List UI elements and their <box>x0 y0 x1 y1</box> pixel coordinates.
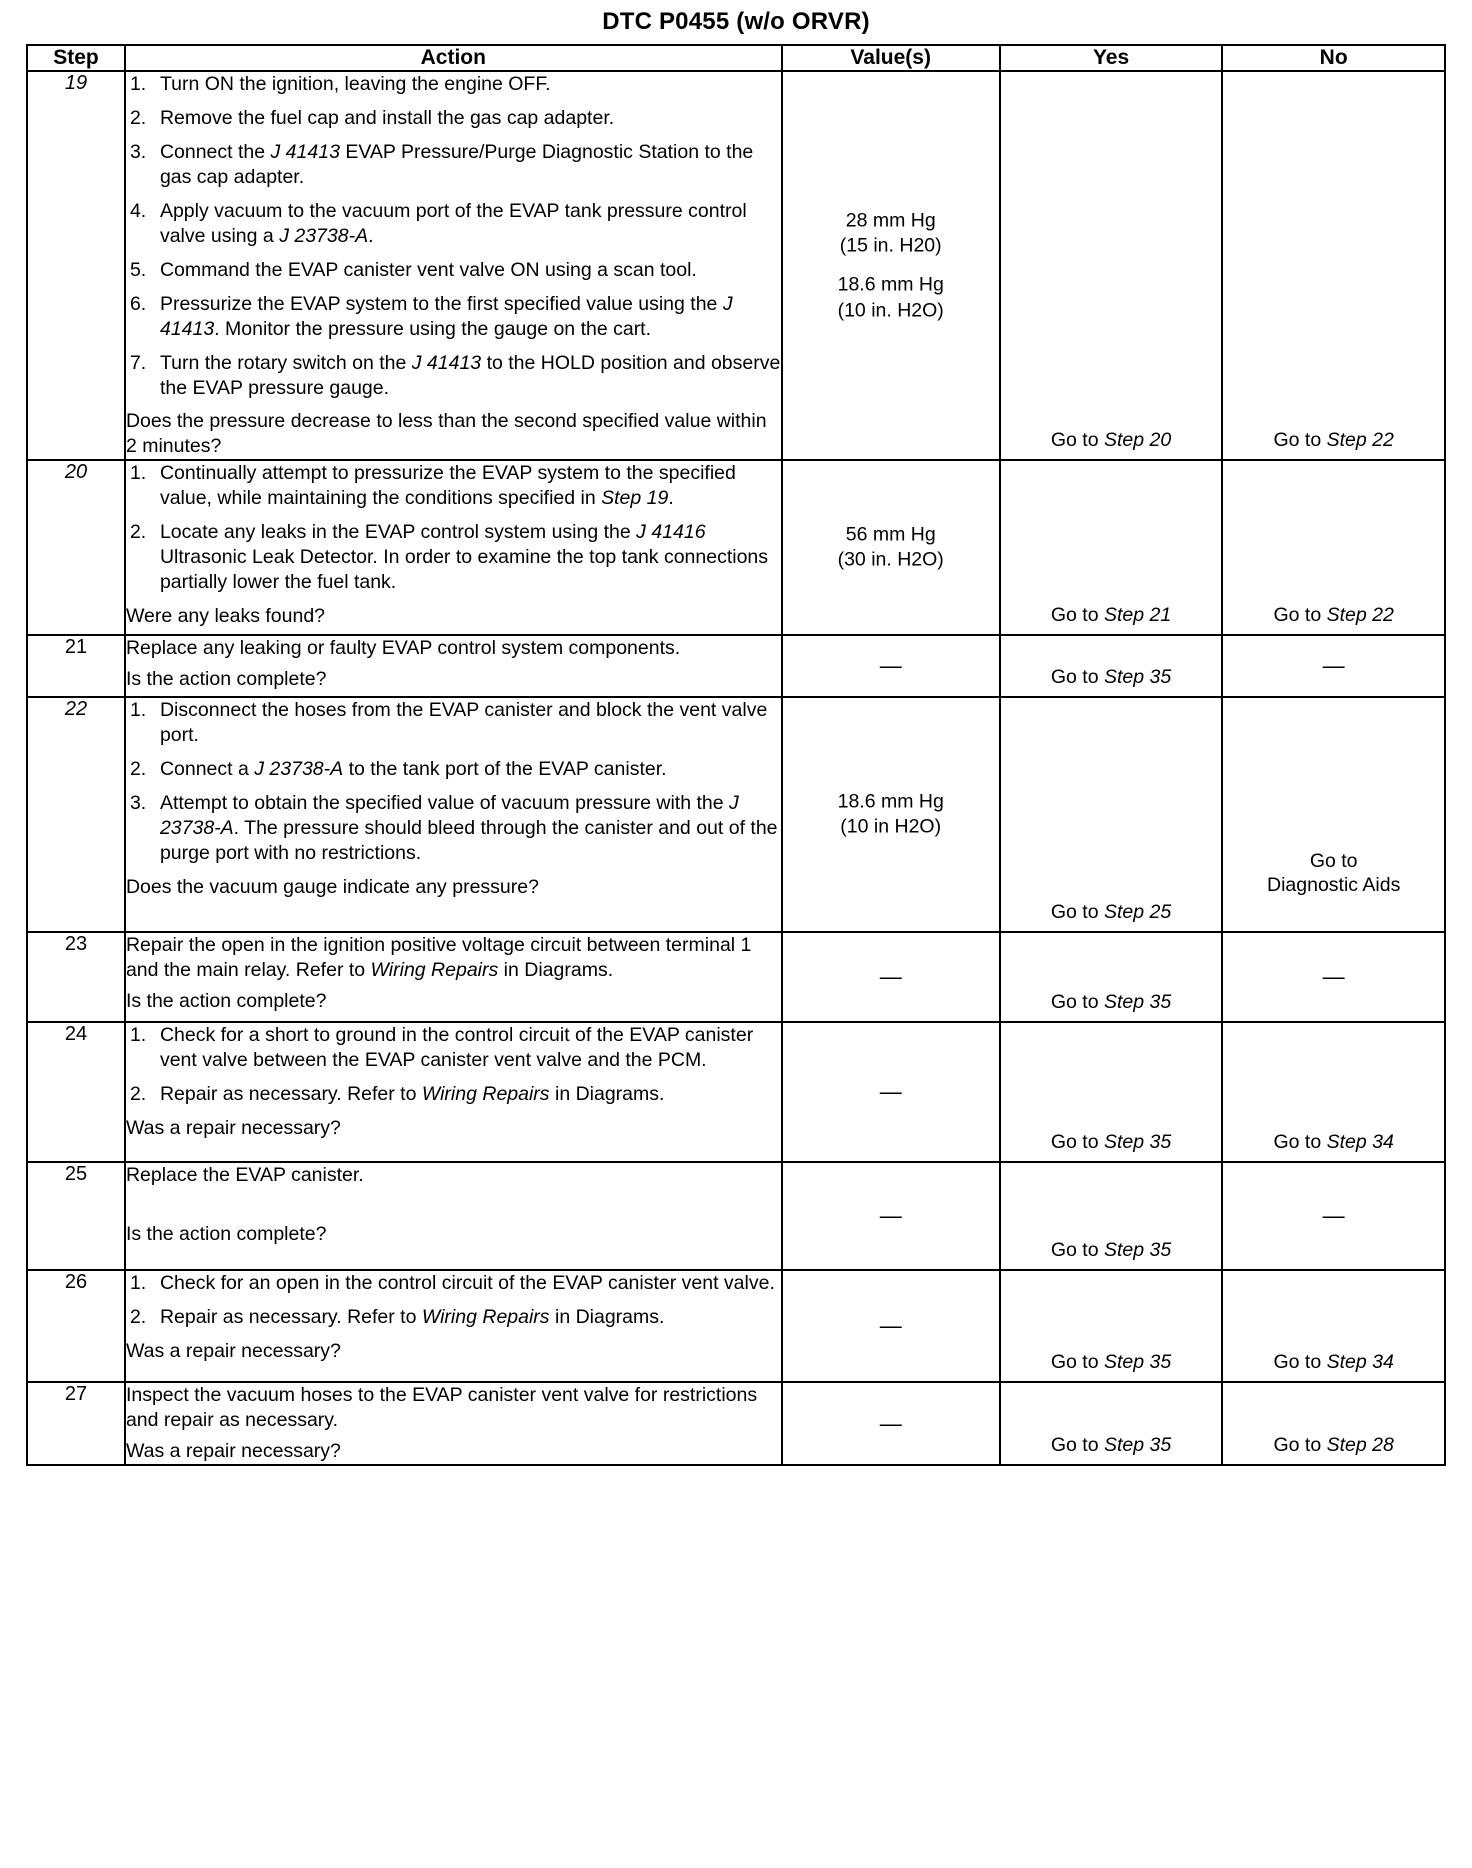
yes-cell <box>1000 697 1223 932</box>
no-cell <box>1222 1382 1445 1465</box>
no-cell <box>1222 697 1445 932</box>
action-cell <box>125 1270 782 1382</box>
value-cell <box>782 697 1000 932</box>
value-cell <box>782 635 1000 697</box>
action-cell <box>125 460 782 635</box>
action-list <box>126 698 781 866</box>
action-list-item: 2. Locate any leaks in the EVAP control system using the J 41416 Ultrasonic Leak Detector. In order to examine the top tank connections partially lower the fuel tank. <box>129 521 769 594</box>
no-cell <box>1222 932 1445 1022</box>
action-list-item: 2. Connect a J 23738-A to the tank port of the EVAP canister. <box>129 758 667 781</box>
step-number: 27 <box>27 1382 125 1465</box>
value-cell <box>782 1382 1000 1465</box>
value-cell <box>782 1162 1000 1270</box>
action-text: Repair the open in the ignition positive voltage circuit between terminal 1 and the main relay. Refer to Wiring Repairs in Diagrams. <box>125 934 752 982</box>
action-list-item: 2. Repair as necessary. Refer to Wiring Repairs in Diagrams. <box>129 1083 665 1106</box>
no-cell <box>1222 460 1445 635</box>
value-text: — <box>879 653 902 679</box>
table-row <box>27 1022 1445 1162</box>
table-row <box>27 932 1445 1022</box>
action-question: Does the pressure decrease to less than the second specified value within 2 minutes? <box>125 410 767 458</box>
action-cell <box>125 71 782 460</box>
table-row <box>27 460 1445 635</box>
table-row <box>27 697 1445 932</box>
yes-cell <box>1000 932 1223 1022</box>
action-question: Is the action complete? <box>125 990 327 1013</box>
value-text: 56 mm Hg (30 in. H2O) <box>837 523 944 571</box>
header-row <box>27 45 1445 71</box>
diagnostic-table <box>26 44 1446 1466</box>
no-text: — <box>1322 964 1345 990</box>
no-cell <box>1222 1162 1445 1270</box>
column-header-yes: Yes <box>1000 45 1223 71</box>
page-title: DTC P0455 (w/o ORVR) <box>602 8 870 35</box>
action-question: Is the action complete? <box>125 1223 327 1246</box>
action-list-item: 2. Remove the fuel cap and install the gas cap adapter. <box>129 106 615 129</box>
step-number: 24 <box>27 1022 125 1162</box>
yes-text: Go to Step 20 <box>1050 429 1172 452</box>
action-list-item: 7. Turn the rotary switch on the J 41413 to the HOLD position and observe the EVAP pressure gauge. <box>129 351 781 399</box>
action-list-item: 1. Check for an open in the control circuit of the EVAP canister vent valve. <box>129 1272 775 1295</box>
no-cell <box>1222 635 1445 697</box>
no-cell <box>1222 1022 1445 1162</box>
action-list <box>126 461 781 595</box>
action-list-item: 1. Check for a short to ground in the control circuit of the EVAP canister vent valve between the EVAP canister vent valve and the PCM. <box>129 1024 754 1072</box>
table-row <box>27 635 1445 697</box>
action-list-item: 3. Connect the J 41413 EVAP Pressure/Purge Diagnostic Station to the gas cap adapter. <box>129 140 754 188</box>
action-list <box>126 1023 781 1107</box>
action-text: Inspect the vacuum hoses to the EVAP canister vent valve for restrictions and repair as necessary. <box>125 1384 758 1432</box>
no-text: Go to Step 34 <box>1273 1351 1394 1374</box>
yes-text: Go to Step 35 <box>1050 1351 1172 1374</box>
action-question: Was a repair necessary? <box>125 1117 341 1140</box>
yes-cell <box>1000 1270 1223 1382</box>
step-number: 25 <box>27 1162 125 1270</box>
step-number: 22 <box>27 697 125 932</box>
action-list-item: 1. Continually attempt to pressurize the EVAP system to the specified value, while maintaining the conditions specified in Step 19. <box>129 462 736 510</box>
action-list-item: 4. Apply vacuum to the vacuum port of the EVAP tank pressure control valve using a J 23738-A. <box>129 199 747 247</box>
yes-text: Go to Step 35 <box>1050 1239 1172 1262</box>
step-number: 23 <box>27 932 125 1022</box>
no-cell <box>1222 1270 1445 1382</box>
yes-text: Go to Step 35 <box>1050 991 1172 1014</box>
yes-text: Go to Step 21 <box>1050 604 1172 627</box>
step-number: 19 <box>27 71 125 460</box>
no-cell <box>1222 71 1445 460</box>
action-question: Were any leaks found? <box>125 605 326 628</box>
value-cell <box>782 932 1000 1022</box>
yes-cell <box>1000 1382 1223 1465</box>
action-list-item: 3. Attempt to obtain the specified value of vacuum pressure with the J 23738-A. The pressure should bleed through the canister and out of the purge port with no restrictions. <box>129 792 778 865</box>
table-row <box>27 1162 1445 1270</box>
step-number: 21 <box>27 635 125 697</box>
action-question: Was a repair necessary? <box>125 1440 341 1463</box>
value-text: — <box>879 1079 902 1105</box>
action-cell <box>125 1382 782 1465</box>
no-text: Go to Step 28 <box>1273 1433 1394 1456</box>
action-list-item: 2. Repair as necessary. Refer to Wiring Repairs in Diagrams. <box>129 1306 665 1329</box>
yes-cell <box>1000 1162 1223 1270</box>
value-text: — <box>879 1313 902 1339</box>
table-header <box>27 45 1445 71</box>
no-text: Go to Diagnostic Aids <box>1267 849 1401 897</box>
action-list-item: 1. Disconnect the hoses from the EVAP canister and block the vent valve port. <box>129 699 768 747</box>
action-question: Is the action complete? <box>125 668 327 691</box>
no-text: — <box>1322 1203 1345 1229</box>
table-row <box>27 1382 1445 1465</box>
value-cell <box>782 1270 1000 1382</box>
yes-cell <box>1000 635 1223 697</box>
table-row <box>27 71 1445 460</box>
yes-cell <box>1000 1022 1223 1162</box>
no-text: Go to Step 34 <box>1273 1131 1394 1154</box>
action-cell <box>125 1022 782 1162</box>
value-text: — <box>879 1203 902 1229</box>
value-text: 28 mm Hg (15 in. H20) <box>839 209 942 257</box>
action-list-item: 6. Pressurize the EVAP system to the first specified value using the J 41413. Monitor the pressure using the gauge on the cart. <box>129 292 733 340</box>
action-list-item: 5. Command the EVAP canister vent valve ON using a scan tool. <box>129 258 697 281</box>
action-list <box>126 72 781 400</box>
value-cell <box>782 460 1000 635</box>
yes-cell <box>1000 71 1223 460</box>
value-text: — <box>879 1410 902 1436</box>
yes-text: Go to Step 35 <box>1050 1131 1172 1154</box>
table-body <box>27 71 1445 1465</box>
column-header-values: Value(s) <box>782 45 1000 71</box>
action-cell <box>125 932 782 1022</box>
yes-text: Go to Step 25 <box>1050 901 1172 924</box>
yes-text: Go to Step 35 <box>1050 666 1172 689</box>
action-question: Was a repair necessary? <box>125 1340 341 1363</box>
column-header-action: Action <box>125 45 782 71</box>
value-text: 18.6 mm Hg (10 in. H2O) <box>837 273 944 322</box>
no-text: Go to Step 22 <box>1273 429 1394 452</box>
step-number: 26 <box>27 1270 125 1382</box>
action-cell <box>125 635 782 697</box>
action-text: Replace any leaking or faulty EVAP control system components. <box>125 637 681 660</box>
value-cell <box>782 71 1000 460</box>
action-text: Replace the EVAP canister. <box>125 1164 364 1187</box>
yes-text: Go to Step 35 <box>1050 1433 1172 1456</box>
yes-cell <box>1000 460 1223 635</box>
step-number: 20 <box>27 460 125 635</box>
value-text: — <box>879 964 902 990</box>
column-header-no: No <box>1222 45 1445 71</box>
value-cell <box>782 1022 1000 1162</box>
action-cell <box>125 1162 782 1270</box>
no-text: Go to Step 22 <box>1273 604 1394 627</box>
no-text: — <box>1322 653 1345 679</box>
action-list-item: 1. Turn ON the ignition, leaving the engine OFF. <box>129 73 551 95</box>
action-list <box>126 1271 781 1330</box>
value-text: 18.6 mm Hg (10 in H2O) <box>837 790 944 838</box>
action-cell <box>125 697 782 932</box>
table-row <box>27 1270 1445 1382</box>
column-header-step: Step <box>27 45 125 71</box>
action-question: Does the vacuum gauge indicate any pressure? <box>125 876 539 899</box>
